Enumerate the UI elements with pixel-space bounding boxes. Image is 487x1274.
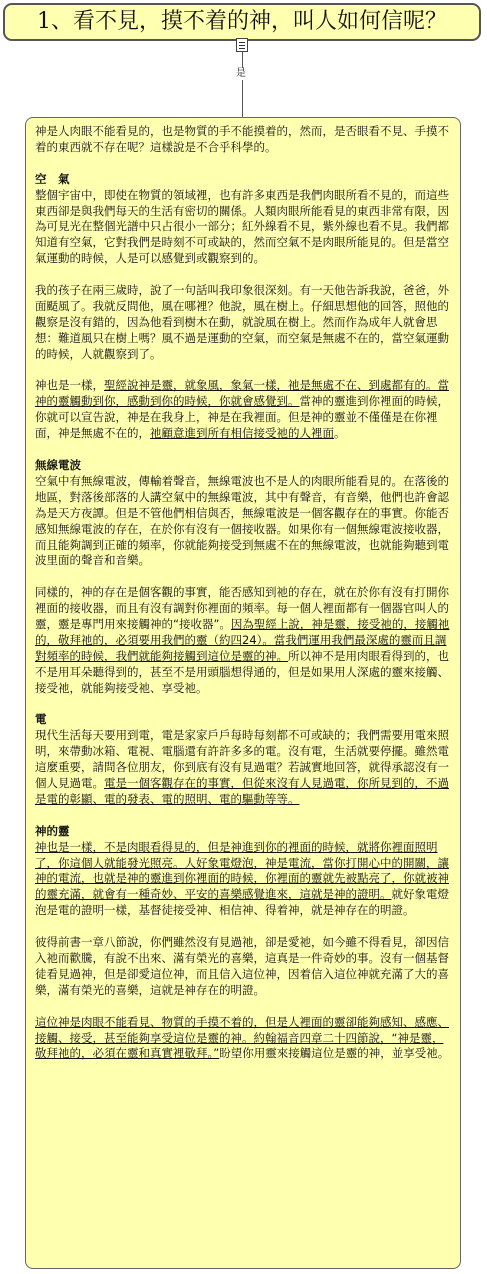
electricity-paragraph-1: 現代生活每天要用到電，電是家家戶戶每時每刻都不可或缺的；我們需要用電來照明，來帶動冰箱、電視、電腦還有許許多多的電。沒有電，生活就要停擺。雖然電這麼重要，請問各位朋友，你到底有沒有見過電？若誠實地回答，就得承認沒有一個人見過電。電是一個客觀存在的事實，但從來沒有人見過電，你所見到的，不過是電的彰顯、電的發表、電的照明、電的驅動等等。 — [35, 728, 449, 806]
note-icon[interactable] — [236, 38, 248, 52]
relationship-label: 是 — [236, 68, 246, 79]
spirit-paragraph-2: 彼得前書一章八節說，你們雖然沒有見過祂，卻是愛祂，如今雖不得看見，卻因信入祂而歡騰，有說不出來、滿有榮光的喜樂，這真是一件奇妙的事。沒有一個基督徒看見過神，但是卻愛這位神，而且信入這位神，因着信入這位神就充滿了大的喜樂，滿有榮光的喜樂，這就是神存在的明證。 — [35, 935, 449, 997]
underlined-text: 因為聖經上說，神是靈，接受祂的，接觸祂的，敬拜祂的，必須要用我們的靈（約四24）。當我們運用我們最深處的靈而且調對頻率的時候，我們就能夠接觸到這位是靈的神。 — [35, 617, 450, 663]
section-heading-spirit: 神的靈 — [35, 823, 70, 838]
radio-paragraph-2: 同樣的，神的存在是個客觀的事實，能否感知到祂的存在，就在於你有沒有打開你裡面的接收器，而且有沒有調對你裡面的頻率。每一個人裡面都有一個器官叫人的靈，靈是專門用來接觸神的“接收器”。因為聖經上說，神是靈，接受祂的，接觸祂的，敬拜祂的，必須要用我們的靈（約四24）。當我們運用我們最深處的靈而且調對頻率的時候，我們就能夠接觸到這位是靈的神。所以神不是用肉眼看得到的，也不是用耳朵聽得到的，甚至不是用頭腦想得通的，但是如果用人深處的靈來接觸、接受祂，就能夠接受祂、享受祂。 — [35, 585, 450, 695]
underlined-text: 聖經說神是靈，就象風，象氣一樣，祂是無處不在、到處都有的。當神的靈觸動到你，感動到你的時候，你就會感覺到。 — [35, 378, 449, 409]
section-heading-air: 空 氣 — [35, 171, 70, 186]
spirit-paragraph-3: 這位神是肉眼不能看見、物質的手摸不着的，但是人裡面的靈卻能夠感知、感應、接觸、接受，甚至能夠享受這位是靈的神。約翰福音四章二十四節說，“神是靈，敬拜祂的，必須在靈和真實裡敬拜。”盼望你用靈來接觸這位是靈的神，並享受祂。 — [35, 1014, 450, 1061]
air-paragraph-3: 神也是一樣，聖經說神是靈，就象風，象氣一樣，祂是無處不在、到處都有的。當神的靈觸動到你，感動到你的時候，你就會感覺到。當神的靈進到你裡面的時候，你就可以宣告說，神是在我身上，神是在我裡面。但是神的靈並不僅僅是在你裡面，神是無處不在的，祂顧意進到所有相信接受祂的人裡面。 — [35, 378, 449, 441]
intro-paragraph: 神是人肉眼不能看見的，也是物質的手不能摸着的，然而，是否眼看不見、手摸不着的東西就不存在呢？這樣說是不合乎科學的。 — [35, 124, 449, 154]
radio-paragraph-1: 空氣中有無線電波，傳輸着聲音，無線電波也不是人的肉眼所能看見的。在落後的地區，對落後部落的人講空氣中的無線電波，其中有聲音，有音樂，他們也許會認為是天方夜譚。但是不管他們相信與否，無線電波是一個客觀存在的事實。你能否感知無線電波的存在，在於你有沒有一個接收器。如果你有一個無線電波接收器，而且能夠調到正確的頻率，你就能夠接受到無處不在的無線電波，也就能夠聽到電波里面的聲音和音樂。 — [35, 473, 449, 568]
underlined-text: 電是一個客觀存在的事實，但從來沒有人見過電，你所見到的，不過是電的彰顯、電的發表、電的照明、電的驅動等等。 — [35, 776, 449, 806]
spirit-paragraph-1: 神也是一樣，不是肉眼看得見的，但是神進到你的裡面的時候，就將你裡面照明了，你這個人就能發光照亮。人好象電燈泡，神是電流，當你打開心中的開關，讓神的電流，也就是神的靈進到你裡面的時候，你裡面的靈就先被點亮了，你就被神的靈充滿，就會有一種奇妙、平安的喜樂感覺進來，這就是神的證明。就好象電燈泡是電的證明一樣，基督徒接受神、相信神、得着神，就是神存在的明證。 — [35, 839, 449, 918]
underlined-text: 祂顧意進到所有相信接受祂的人裡面 — [150, 426, 334, 441]
air-paragraph-1: 整個宇宙中，即使在物質的領域裡，也有許多東西是我們肉眼所看不見的，而這些東西卻是與我們每天的生活有密切的關係。人類肉眼所能看見的東西非常有限，因為可見光在整個光譜中只占很小一部分；紅外線看不見，紫外線也看不見。我們都知道有空氣，它對我們是時刻不可或缺的，然而空氣不是肉眼所能見的。但是當空氣運動的時候，人是可以感覺到或觀察到的。 — [35, 187, 449, 266]
air-paragraph-2: 我的孩子在兩三歲時，說了一句話叫我印象很深刻。有一天他告訴我說，爸爸，外面颳風了。我就反問他，風在哪裡？他說，風在樹上。仔細思想他的回答，照他的觀察是沒有錯的，因為他看到樹木在動，就說風在樹上。然而作為成年人就會思想：難道風只在樹上嗎？風不過是運動的空氣，而空氣是無處不在的，當空氣運動的時候，人就觀察到了。 — [35, 283, 449, 361]
section-heading-radio: 無線電波 — [35, 457, 81, 472]
note-content[interactable] — [25, 117, 461, 1269]
section-heading-electricity: 電 — [35, 712, 47, 727]
underlined-text: 神也是一樣，不是肉眼看得見的，但是神進到你的裡面的時候，就將你裡面照明了，你這個人就能發光照亮。人好象電燈泡，神是電流，當你打開心中的開關，讓神的電流，也就是神的靈進到你裡面的時候，你裡面的靈就先被點亮了，你就被神的靈充滿，就會有一種奇妙、平安的喜樂感覺進來，這就是神的證明。 — [35, 839, 449, 902]
topic-title[interactable]: 1、看不見，摸不着的神，叫人如何信呢？ — [3, 3, 481, 41]
underlined-text: 這位神是肉眼不能看見、物質的手摸不着的，但是人裡面的靈卻能夠感知、感應、接觸、接受，甚至能夠享受這位是靈的神。約翰福音四章二十四節說，“神是靈，敬拜祂的，必須在靈和真實裡敬拜。” — [35, 1014, 449, 1061]
